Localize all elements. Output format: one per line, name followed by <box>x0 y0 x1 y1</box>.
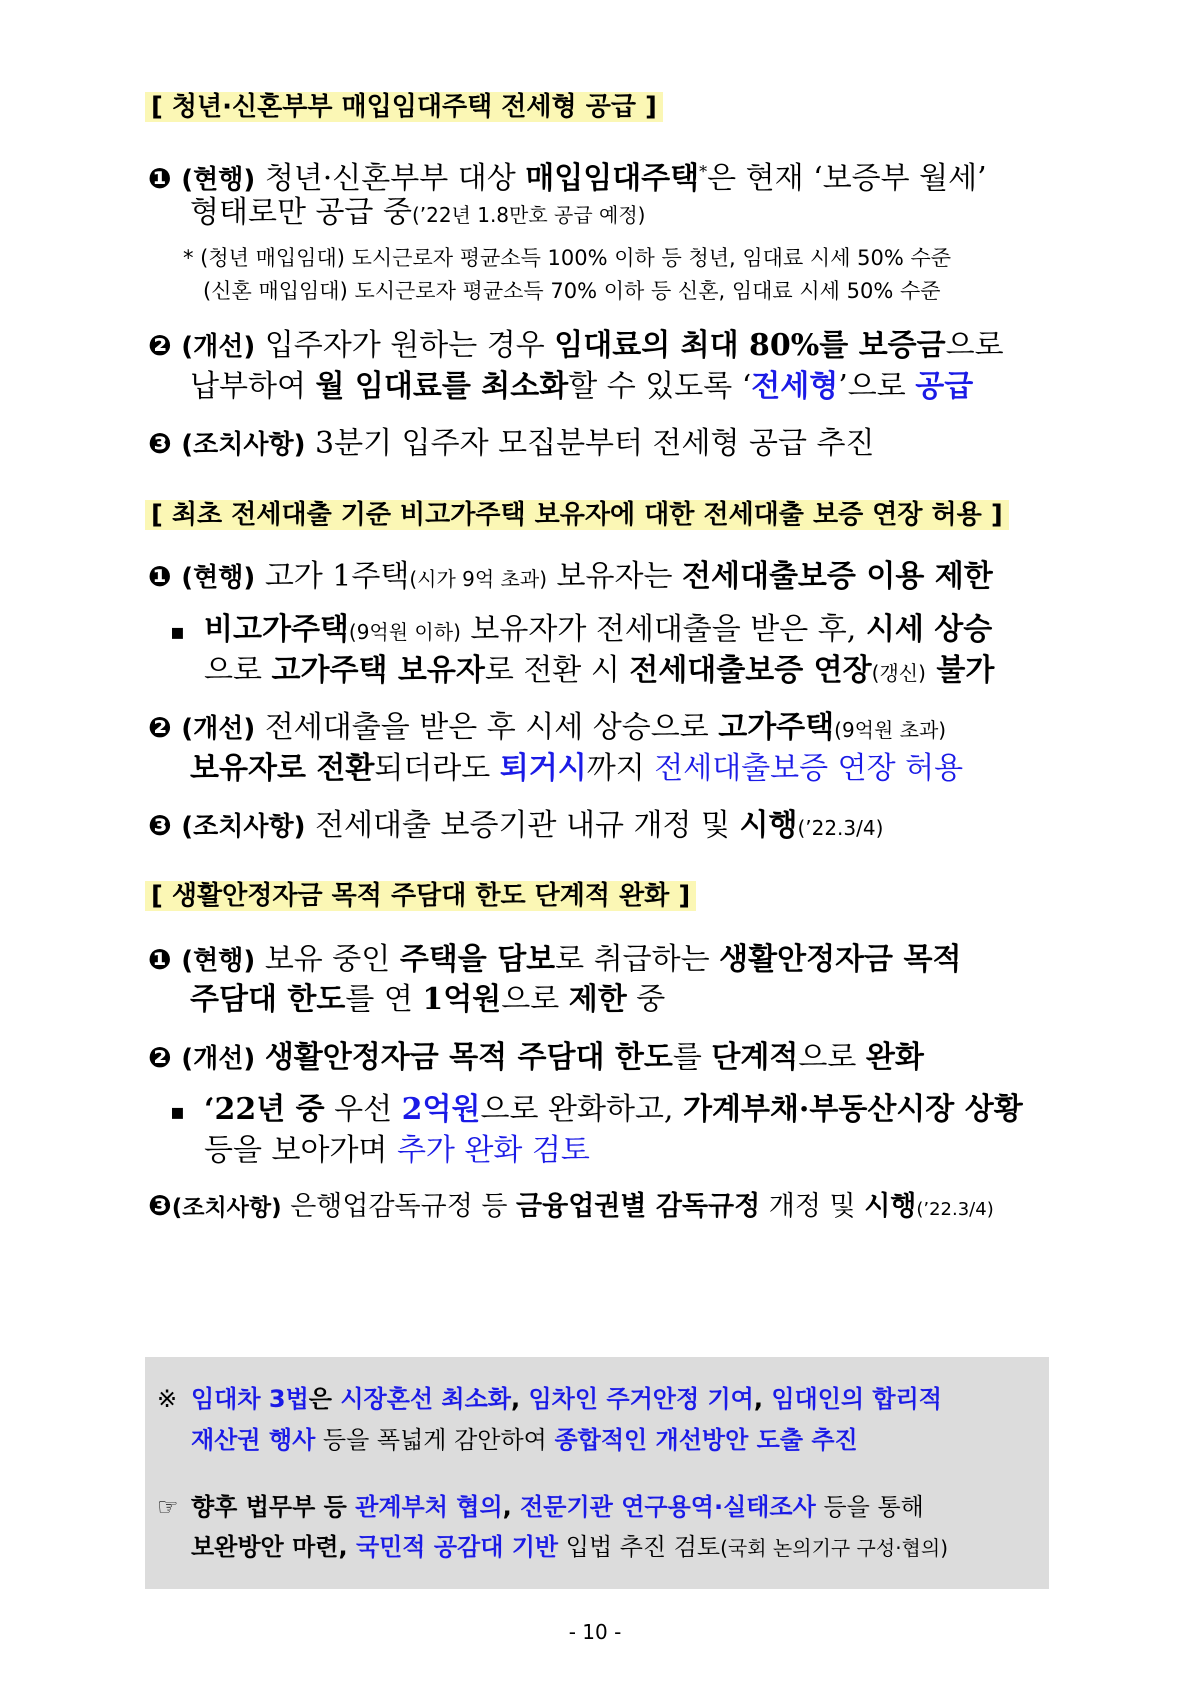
s2-p3-line <box>148 806 883 848</box>
s2-bullet-text-c: 보유자가 전세대출을 받은 후, <box>460 612 866 647</box>
section-1-title <box>145 88 663 126</box>
s1-p2-label: (개선) <box>181 332 256 362</box>
s3-p1-text-f: 를 연 <box>345 982 423 1017</box>
s3-bullet-text-f: 등을 보아가며 <box>204 1133 397 1168</box>
s2-p2-text-h: 전세대출보증 연장 허용 <box>654 751 964 786</box>
s3-p1-text-c: 로 취급하는 <box>555 942 720 977</box>
s1-p1-text-b: 매입임대주택 <box>525 161 700 196</box>
s3-p3-text-e: (’22.3/4) <box>916 1199 994 1220</box>
s2-p2-text-e: 되더라도 <box>374 751 500 786</box>
box-text-1a: 임대차 3법 <box>191 1385 309 1413</box>
s3-p1-text-i: 제한 <box>568 982 627 1017</box>
s3-p3-line <box>148 1186 994 1230</box>
s2-p3-number: ❸ <box>148 809 172 842</box>
s1-note-1: * (청년 매입임대) 도시근로자 평균소득 100% 이하 등 청년, 임대료 시세 50% 수준 <box>183 246 952 270</box>
section-1-title-text: [ 청년·신혼부부 매입임대주택 전세형 공급 ] <box>145 92 663 122</box>
box-text-2c: 종합적인 개선방안 도출 추진 <box>554 1426 858 1454</box>
box-text-3b: 관계부처 협의 <box>355 1493 503 1521</box>
section-3-title-text: [ 생활안정자금 목적 주담대 한도 단계적 완화 ] <box>145 881 696 911</box>
s1-p1-sup: * <box>699 162 708 181</box>
s3-p2-text-d: 으로 <box>798 1040 866 1075</box>
s3-bullet-text-c: 2억원 <box>401 1092 481 1127</box>
s3-bullet-text-d: 으로 완화하고, <box>480 1092 683 1127</box>
box-text-2a: 재산권 행사 <box>191 1426 316 1454</box>
s2-bullet-text-j: 불가 <box>925 653 995 688</box>
s1-p2-number: ❷ <box>148 329 172 362</box>
s1-p3-line <box>148 424 874 465</box>
box-text-1g: 임대인의 합리적 <box>771 1385 942 1413</box>
s2-p2-text-d: 보유자로 전환 <box>190 751 375 786</box>
s1-p2-line1 <box>148 326 1004 367</box>
s3-p3-number: ❸ <box>148 1189 172 1222</box>
s3-bullet-text-g: 추가 완화 검토 <box>396 1133 590 1168</box>
s1-p2-text-h: ’으로 <box>838 369 916 404</box>
box-text-4c: 입법 추진 검토 <box>558 1533 721 1561</box>
s2-p1-text-b: (시가 9억 초과) <box>409 567 548 591</box>
s1-p2-text-i: 공급 <box>915 369 974 404</box>
s3-bullet-text-a: ‘22년 중 <box>204 1092 325 1127</box>
s3-p1-label: (현행) <box>181 946 256 976</box>
s1-p2-text-d: 납부하여 <box>190 369 316 404</box>
s1-p1-line2 <box>190 193 645 235</box>
s2-p3-text-a: 전세대출 보증기관 내규 개정 및 <box>315 808 740 843</box>
s3-bullet-line1 <box>170 1090 1023 1133</box>
s2-bullet-mark: ▪ <box>170 620 185 645</box>
s1-p1-text-e: (’22년 1.8만호 공급 예정) <box>411 203 646 227</box>
s1-p3-label: (조치사항) <box>181 430 306 460</box>
s2-bullet-line2 <box>204 651 994 693</box>
box-text-1f: , <box>753 1385 772 1413</box>
s1-p1-label: (현행) <box>181 165 256 195</box>
box-text-4a: 보완방안 마련, <box>191 1533 356 1561</box>
s2-bullet-text-e: 으로 <box>204 653 272 688</box>
s2-p2-text-a: 전세대출을 받은 후 시세 상승으로 <box>264 710 719 745</box>
s2-p1-number: ❶ <box>148 560 172 593</box>
s3-p1-text-g: 1억원 <box>422 982 502 1017</box>
s2-p1-text-c: 보유자는 <box>547 559 683 594</box>
s1-p1-text-a: 청년·신혼부부 대상 <box>264 161 526 196</box>
box-line-1 <box>157 1381 942 1417</box>
s3-p1-text-h: 으로 <box>501 982 569 1017</box>
box-text-4d: (국회 논의기구 구성·협의) <box>720 1536 949 1560</box>
s2-p2-text-g: 까지 <box>586 751 655 786</box>
s3-p1-text-d: 생활안정자금 목적 <box>719 942 962 977</box>
s2-p2-number: ❷ <box>148 711 172 744</box>
page-number: - 10 - <box>568 1620 622 1644</box>
s3-p2-text-b: 를 <box>672 1040 712 1075</box>
s3-p3-text-b: 금융업권별 감독규정 <box>516 1191 761 1222</box>
s3-bullet-text-b: 우선 <box>324 1092 402 1127</box>
box-text-4b: 국민적 공감대 기반 <box>355 1533 559 1561</box>
s2-bullet-text-b: (9억원 이하) <box>348 620 461 644</box>
box-line-4 <box>191 1529 948 1566</box>
s2-bullet-text-d: 시세 상승 <box>865 612 993 647</box>
s2-bullet-text-h: 전세대출보증 연장 <box>629 653 872 688</box>
s2-bullet-line1 <box>170 610 992 653</box>
section-3-title <box>145 877 696 915</box>
s3-p2-text-e: 완화 <box>865 1040 924 1075</box>
reference-mark-icon: ※ <box>157 1385 178 1413</box>
s1-p2-text-a: 입주자가 원하는 경우 <box>264 328 555 363</box>
box-text-2b: 등을 폭넓게 감안하여 <box>315 1426 555 1454</box>
s1-p3-text: 3분기 입주자 모집분부터 전세형 공급 추진 <box>315 426 875 461</box>
s3-p1-line1 <box>148 940 961 981</box>
s1-p2-text-e: 월 임대료를 최소화 <box>315 369 569 404</box>
s3-bullet-text-e: 가계부채·부동산시장 상황 <box>683 1092 1023 1127</box>
s2-bullet-text-g: 로 전환 시 <box>484 653 630 688</box>
s3-p2-line <box>148 1038 924 1079</box>
s2-bullet-text-f: 고가주택 보유자 <box>271 653 485 688</box>
s1-p1-number: ❶ <box>148 162 172 195</box>
summary-box <box>145 1357 1049 1589</box>
s3-bullet-mark: ▪ <box>170 1100 185 1125</box>
box-text-1b: 은 <box>308 1385 341 1413</box>
section-2-title <box>145 496 1009 534</box>
s2-p2-line1 <box>148 708 946 750</box>
s2-bullet-text-i: (갱신) <box>871 661 926 685</box>
s1-p1-text-c: 은 현재 ‘보증부 월세’ <box>707 161 987 196</box>
s3-p3-text-c: 개정 및 <box>760 1191 865 1222</box>
s1-p2-text-c: 으로 <box>945 328 1004 363</box>
s3-p3-text-d: 시행 <box>864 1191 917 1222</box>
s2-p1-text-d: 전세대출보증 이용 제한 <box>682 559 993 594</box>
s1-p1-text-d: 형태로만 공급 중 <box>190 195 412 230</box>
box-text-1e: 임차인 주거안정 기여 <box>528 1385 754 1413</box>
box-text-3a: 향후 법무부 등 <box>191 1493 356 1521</box>
s1-p2-text-g: 전세형 <box>751 369 839 404</box>
s3-p1-text-e: 주담대 한도 <box>190 982 346 1017</box>
s2-p3-label: (조치사항) <box>181 812 306 842</box>
box-text-3e: 등을 통해 <box>815 1493 924 1521</box>
s1-p3-number: ❸ <box>148 427 172 460</box>
s3-p1-text-j: 중 <box>626 982 666 1017</box>
s2-p2-text-f: 퇴거시 <box>499 751 587 786</box>
s3-bullet-line2 <box>204 1131 590 1171</box>
s3-p1-line2 <box>190 980 665 1020</box>
s1-p2-line2 <box>190 367 973 407</box>
box-line-2 <box>191 1422 858 1458</box>
s2-p2-line2 <box>190 749 963 789</box>
s3-p1-text-a: 보유 중인 <box>264 942 400 977</box>
s3-p3-label: (조치사항) <box>171 1195 282 1221</box>
box-text-3d: 전문기관 연구용역·실태조사 <box>520 1493 816 1521</box>
s1-p2-text-f: 할 수 있도록 ‘ <box>568 369 752 404</box>
box-text-1c: 시장혼선 최소화 <box>340 1385 511 1413</box>
s3-p3-text-a: 은행업감독규정 등 <box>290 1191 517 1222</box>
section-2-title-text: [ 최초 전세대출 기준 비고가주택 보유자에 대한 전세대출 보증 연장 허용 ] <box>145 500 1009 530</box>
pointing-hand-icon: ☞ <box>157 1493 179 1521</box>
s1-p2-text-b: 임대료의 최대 80%를 보증금 <box>554 328 946 363</box>
s2-p3-text-b: 시행 <box>739 808 798 843</box>
s2-p3-text-c: (’22.3/4) <box>797 816 884 840</box>
s2-p2-text-c: (9억원 초과) <box>834 718 947 742</box>
box-text-3c: , <box>502 1493 521 1521</box>
s1-note-2: (신혼 매입임대) 도시근로자 평균소득 70% 이하 등 신혼, 임대료 시세 50% 수준 <box>203 279 941 303</box>
box-line-3 <box>157 1489 924 1525</box>
s2-p1-text-a: 고가 1주택 <box>264 559 410 594</box>
s3-p1-text-b: 주택을 담보 <box>399 942 556 977</box>
s3-p2-text-a: 생활안정자금 목적 주담대 한도 <box>264 1040 673 1075</box>
s2-p1-label: (현행) <box>181 563 256 593</box>
s2-p1-line <box>148 557 993 599</box>
s3-p2-label: (개선) <box>181 1044 256 1074</box>
s2-bullet-text-a: 비고가주택 <box>204 612 349 647</box>
s3-p1-number: ❶ <box>148 943 172 976</box>
s3-p2-number: ❷ <box>148 1041 172 1074</box>
s2-p2-text-b: 고가주택 <box>718 710 835 745</box>
s2-p2-label: (개선) <box>181 714 256 744</box>
s3-p2-text-c: 단계적 <box>711 1040 799 1075</box>
box-text-1d: , <box>511 1385 529 1413</box>
